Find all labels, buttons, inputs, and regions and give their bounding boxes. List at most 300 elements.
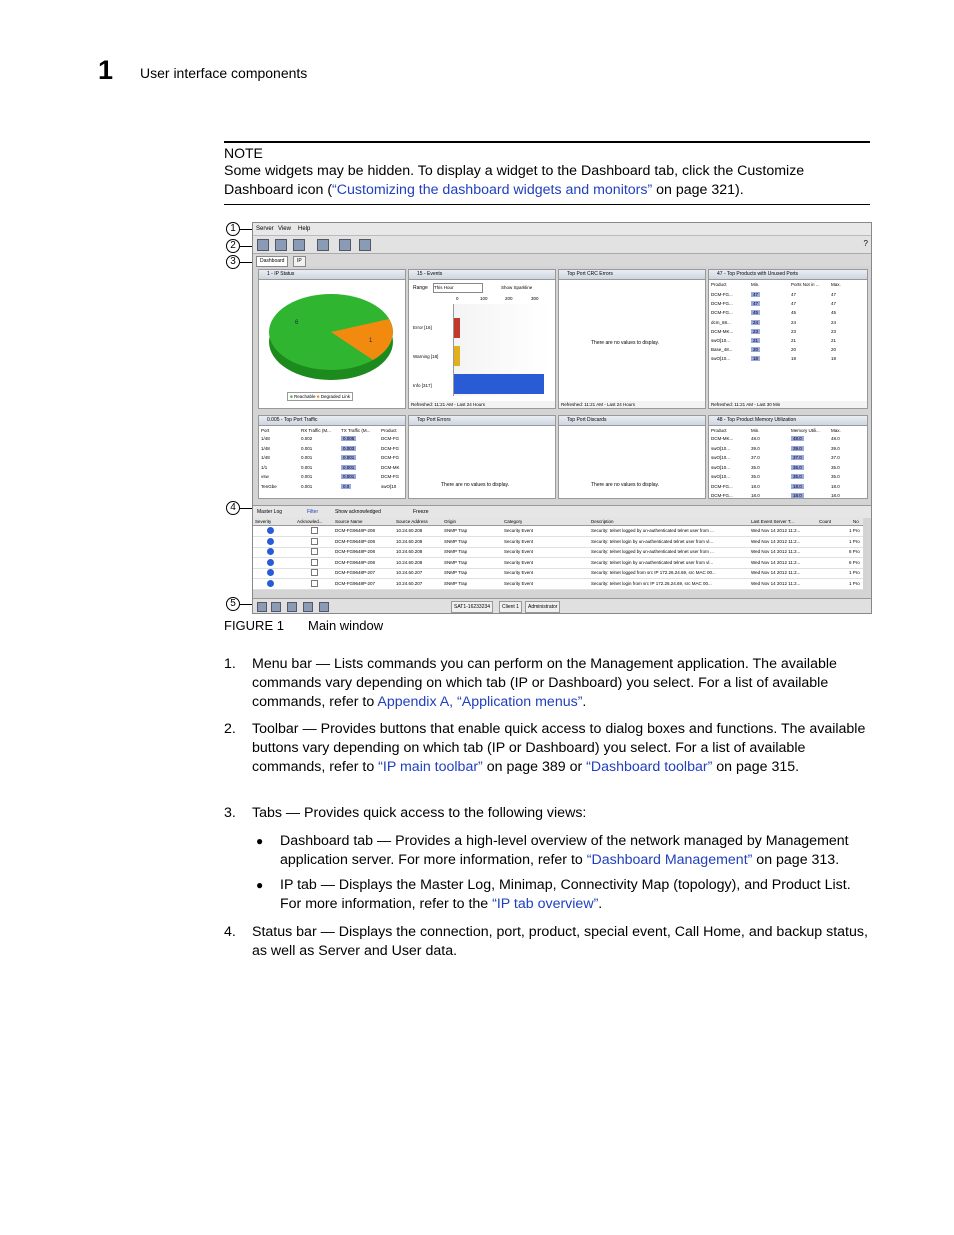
info-severity-icon	[267, 569, 274, 576]
table-cell: Wed Nov 14 2012 11:2...	[751, 538, 801, 544]
table-cell: 24	[791, 319, 797, 325]
col-header: Source Address	[396, 519, 428, 524]
col-header: Description	[591, 519, 614, 524]
table-row[interactable]	[253, 547, 863, 558]
table-cell: DCM-FG9648P-207	[335, 570, 376, 575]
table-cell: 35.0	[831, 474, 840, 479]
col-header: Product	[711, 428, 727, 433]
table-row[interactable]	[253, 579, 863, 590]
table-row[interactable]	[711, 329, 861, 338]
bar-warning	[454, 346, 460, 366]
table-cell: 35.0	[793, 464, 802, 470]
table-cell: 0.001	[301, 483, 313, 489]
legend-swatch-degraded: ■	[316, 394, 320, 399]
col-header: TX Traffic (M...	[341, 428, 371, 433]
note-body	[224, 162, 864, 200]
table-row[interactable]	[711, 493, 861, 503]
table-cell: swO[10...	[711, 464, 731, 470]
connection-icon	[257, 602, 267, 612]
col-header: No	[853, 519, 859, 524]
table-cell: Security Event	[504, 528, 534, 533]
table-cell: 48.0	[831, 436, 840, 441]
table-row[interactable]	[711, 301, 861, 310]
table-cell: Security: telnet logged by un-authenticated telnet user from ...	[591, 528, 714, 533]
bar-error	[454, 318, 460, 338]
table-row[interactable]	[711, 338, 861, 347]
table-cell: 0.002	[301, 436, 313, 441]
range-label: Range	[413, 285, 428, 291]
list-item-status-bar	[224, 923, 870, 963]
table-cell: 24	[753, 319, 759, 325]
table-row[interactable]	[711, 455, 861, 465]
table-cell: 0.001	[343, 464, 355, 470]
table-cell: 1/48	[261, 436, 270, 441]
table-cell: SNMP Trap	[444, 528, 468, 533]
note-top-rule	[224, 141, 870, 143]
list-body: Provides buttons that enable quick access to dialog boxes and functions. The available buttons vary depending on which tab (IP or Dashboard) you select. For a list of available commands, refer to	[252, 721, 866, 775]
list-body: Provides a high-level overview of the network managed by Management application server. For more information, refer to	[280, 833, 849, 868]
list-body: Lists commands you can perform on the Management application. The available commands vary depending on which tab (IP or Dashboard) you select. For a list of available commands, refer to	[252, 656, 837, 710]
list-term: Menu bar —	[252, 656, 331, 672]
filter-link[interactable]: Filter	[307, 509, 319, 515]
col-header: Product	[381, 428, 397, 433]
callout-3: 3	[226, 255, 240, 269]
link-application-menus[interactable]: Appendix A, “Application menus”	[377, 694, 583, 710]
table-cell: TenGbe	[261, 483, 277, 489]
table-row[interactable]	[261, 446, 411, 456]
table-row[interactable]	[711, 474, 861, 484]
table-cell: 45	[831, 310, 837, 316]
widget-port-discards	[558, 415, 706, 499]
widget-title: 0.005 - Top Port Traffic	[259, 416, 405, 426]
table-cell: 1 Pro	[849, 580, 860, 586]
table-cell: 47	[831, 292, 837, 297]
callout-1: 1	[226, 222, 240, 236]
acknowledge-checkbox[interactable]	[311, 548, 318, 555]
note-bold: Dashboard	[581, 163, 651, 179]
bar-label-info: Info [317]	[413, 383, 432, 388]
note-bottom-rule	[224, 204, 870, 205]
status-server: SAT1-16233234	[451, 601, 493, 613]
table-cell: DCM-FG9648P-208	[335, 528, 376, 533]
print-icon[interactable]	[317, 239, 329, 251]
table-cell: 1 Pro	[849, 538, 860, 544]
table-cell: DCM-FG9648P-208	[335, 549, 376, 554]
col-header: Max.	[831, 428, 841, 433]
col-header: Max.	[831, 282, 841, 287]
table-cell: DCM-MK...	[711, 436, 734, 441]
widget-footer: Refreshed: 11:21 AM - Last 30 Min	[709, 401, 867, 408]
master-log-label: Master Log	[257, 509, 283, 515]
table-cell: swO[10...	[711, 455, 731, 460]
range-select[interactable]: This Hour	[433, 283, 483, 293]
bullet: ●	[256, 834, 264, 848]
table-cell: 18	[791, 356, 797, 362]
list-number: 1.	[224, 656, 236, 672]
list-item-menu-bar	[224, 655, 870, 715]
callout-2: 2	[226, 239, 240, 253]
table-row[interactable]	[253, 558, 863, 569]
link-ip-main-toolbar[interactable]: “IP main toolbar”	[378, 759, 483, 775]
table-cell: 1/48	[261, 455, 270, 460]
table-cell: 35.0	[751, 464, 760, 470]
link-ip-tab-overview[interactable]: “IP tab overview”	[492, 896, 599, 912]
table-cell: 37.0	[793, 455, 802, 460]
list-body: on page 389 or	[482, 759, 587, 775]
list-body: Provides quick access to the following views:	[300, 805, 587, 821]
note-heading: NOTE	[224, 145, 263, 161]
export-icon[interactable]	[293, 239, 305, 251]
pie-legend	[287, 392, 353, 401]
legend-label: Degraded Link	[320, 394, 351, 399]
col-header: Min.	[751, 282, 760, 287]
figure-caption: Main window	[308, 618, 384, 633]
backup-icon	[319, 602, 329, 612]
menu-help[interactable]: Help	[298, 226, 311, 232]
table-row[interactable]	[711, 465, 861, 475]
note-text: on page 321).	[652, 182, 744, 198]
table-row[interactable]	[253, 526, 863, 537]
table-cell: 10.24.60.208	[396, 559, 423, 565]
menu-bar	[253, 223, 871, 236]
table-cell: Security Event	[504, 570, 534, 575]
customize-dashboard-icon[interactable]	[359, 239, 371, 251]
table-cell: 18.0	[793, 483, 802, 489]
bar-label-warning: Warning [18]	[413, 354, 439, 359]
table-cell: Security: telnet logged from src IP 172.26.24.69, src MAC 00...	[591, 570, 716, 575]
table-cell: 37.0	[831, 455, 840, 460]
col-header: Origin	[444, 519, 457, 524]
table-cell: swO[10...	[711, 445, 731, 451]
menu-view[interactable]: View	[278, 226, 291, 232]
widget-unused-ports	[708, 269, 868, 409]
empty-message: There are no values to display.	[591, 340, 660, 346]
table-cell: DCM-FG9648P-207	[335, 580, 376, 586]
widget-title: 48 - Top Product Memory Utilization	[709, 416, 867, 426]
table-cell: DCM-FG...	[711, 292, 733, 297]
list-body: .	[582, 694, 587, 710]
list-term: IP tab —	[280, 877, 335, 893]
acknowledge-checkbox[interactable]	[311, 559, 318, 566]
widget-port-traffic	[258, 415, 406, 499]
table-cell: 1/1	[261, 464, 268, 470]
table-row[interactable]	[711, 484, 861, 494]
list-body: on page 313.	[752, 852, 840, 868]
link-dashboard-management[interactable]: “Dashboard Management”	[586, 852, 753, 868]
list-number: 4.	[224, 924, 236, 940]
table-cell: DCM-FG9648P-208	[335, 538, 376, 544]
status-bar	[253, 598, 871, 614]
sublist-text	[280, 876, 872, 914]
col-header: Port	[261, 428, 270, 433]
table-cell: swO[10	[381, 483, 397, 489]
table-cell: Security: telnet logged by un-authenticated telnet user from ...	[591, 549, 714, 554]
table-cell: 18	[831, 356, 837, 362]
table-cell: SNMP Trap	[444, 559, 468, 565]
master-log-header	[253, 517, 863, 526]
tick-label: 100	[480, 296, 488, 301]
table-cell: 18	[753, 356, 759, 362]
table-cell: 18.0	[831, 493, 840, 498]
table-cell: 21	[753, 338, 759, 343]
table-cell: Security Event	[504, 559, 534, 565]
list-term: Tabs —	[252, 805, 301, 821]
pie-label-degraded: 1	[369, 338, 373, 344]
sublist-text	[280, 832, 872, 870]
table-cell: DCM-MK	[381, 464, 400, 470]
table-cell: DCM-FG	[381, 474, 399, 479]
empty-message: There are no values to display.	[591, 482, 660, 488]
tab-ip[interactable]: IP	[293, 256, 306, 267]
table-row[interactable]	[711, 310, 861, 319]
col-header: Product	[711, 282, 727, 287]
freeze-checkbox[interactable]: Freeze	[413, 509, 429, 515]
list-text	[252, 720, 870, 777]
widget-title: Top Port CRC Errors	[559, 270, 705, 280]
table-cell: 20	[831, 347, 837, 353]
note-link[interactable]: “Customizing the dashboard widgets and monitors”	[332, 182, 653, 198]
table-cell: DCM-FG...	[711, 301, 733, 307]
tick-label: 300	[531, 296, 539, 301]
master-log-table	[253, 517, 863, 589]
table-cell: Security Event	[504, 580, 534, 586]
list-text	[252, 804, 870, 823]
table-cell: 0.001	[343, 474, 355, 479]
table-cell: Wed Nov 14 2012 11:2...	[751, 580, 801, 586]
table-cell: 1/48	[261, 445, 270, 451]
table-cell: 47	[753, 301, 759, 307]
show-sparkline-checkbox[interactable]: Show Sparkline	[501, 285, 533, 290]
table-cell: DCM-FG...	[711, 310, 733, 316]
table-cell: Wed Nov 14 2012 11:2...	[751, 570, 801, 575]
table-cell: 47	[791, 292, 797, 297]
port-status-icon	[271, 602, 281, 612]
widget-title: Top Port Errors	[409, 416, 555, 426]
table-cell: 35.0	[831, 464, 840, 470]
table-cell: SNMP Trap	[444, 580, 468, 586]
list-number: 2.	[224, 721, 236, 737]
table-row[interactable]	[261, 484, 411, 494]
table-cell: 10.24.60.208	[396, 528, 423, 533]
table-cell: DCM-FG	[381, 455, 399, 460]
acknowledge-checkbox[interactable]	[311, 580, 318, 587]
table-cell: DCM-FG...	[711, 493, 733, 498]
table-cell: 0.001	[301, 464, 313, 470]
info-severity-icon	[267, 527, 274, 534]
widget-title: 1 - IP Status	[259, 270, 405, 280]
help-icon[interactable]: ?	[863, 239, 868, 248]
table-cell: DCM-FG9648P-208	[335, 559, 376, 565]
table-cell: 0.001	[343, 455, 355, 460]
list-body: Displays the Master Log, Minimap, Connectivity Map (topology), and Product List. For more information, refer to the	[280, 877, 851, 912]
product-status-icon	[287, 602, 297, 612]
table-cell: 6 Pro	[849, 549, 860, 554]
table-row[interactable]	[711, 347, 861, 356]
chapter-title: User interface components	[140, 65, 308, 81]
table-row[interactable]	[711, 446, 861, 456]
table-cell: 35.0	[793, 474, 802, 479]
list-term: Dashboard tab —	[280, 833, 392, 849]
list-term: Toolbar —	[252, 721, 317, 737]
widget-title: 15 - Events	[409, 270, 555, 280]
table-cell: 48.0	[751, 436, 760, 441]
list-term: Status bar —	[252, 924, 335, 940]
table-cell: swO[10...	[711, 474, 731, 479]
table-cell: 1 Pro	[849, 570, 860, 575]
table-cell: swO[10...	[711, 356, 731, 362]
sublist-item-dashboard-tab	[224, 832, 870, 872]
bar-info	[454, 374, 544, 394]
list-number: 3.	[224, 805, 236, 821]
col-header: Category	[504, 519, 523, 524]
table-row[interactable]	[711, 320, 861, 329]
tab-dashboard[interactable]: Dashboard	[256, 256, 288, 267]
table-cell: vsw	[261, 474, 269, 479]
legend-label: Reachable	[293, 394, 316, 399]
table-cell: 39.0	[793, 445, 802, 451]
list-text	[252, 655, 870, 712]
list-item-toolbar	[224, 720, 870, 780]
col-header: Acknowled...	[297, 519, 323, 524]
widget-crc-errors	[558, 269, 706, 409]
events-plot-area	[453, 304, 550, 396]
list-body: .	[598, 896, 603, 912]
acknowledge-checkbox[interactable]	[311, 569, 318, 576]
widget-title: Top Port Discards	[559, 416, 705, 426]
main-window-screenshot	[252, 222, 872, 614]
chapter-number: 1	[98, 55, 114, 85]
table-cell: 20	[753, 347, 759, 353]
menu-server[interactable]: Server	[256, 226, 274, 232]
table-cell: Security Event	[504, 538, 534, 544]
table-cell: SNMP Trap	[444, 549, 468, 554]
table-cell: 0.001	[301, 455, 313, 460]
tab-strip	[253, 254, 871, 266]
copy-icon[interactable]	[339, 239, 351, 251]
widget-title: 47 - Top Products with Unused Ports	[709, 270, 867, 280]
table-cell: 47	[791, 301, 797, 307]
table-cell: 35.0	[751, 474, 760, 479]
call-home-icon	[303, 602, 313, 612]
list-body: on page 315.	[712, 759, 800, 775]
table-cell: DCM-MK...	[711, 328, 734, 334]
info-severity-icon	[267, 548, 274, 555]
table-row[interactable]	[261, 474, 411, 484]
table-cell: 24	[831, 319, 837, 325]
acknowledge-checkbox[interactable]	[311, 538, 318, 545]
table-cell: 18.0	[751, 493, 760, 498]
col-header: Memory Utili...	[791, 428, 820, 433]
table-cell: swO[10...	[711, 338, 731, 343]
table-cell: 48.0	[793, 436, 802, 441]
tick-label: 0	[456, 296, 459, 301]
list-item-tabs	[224, 804, 870, 824]
table-cell: SNMP Trap	[444, 570, 468, 575]
col-header: Severity	[255, 519, 272, 524]
table-row[interactable]	[253, 568, 863, 579]
table-cell: 37.0	[751, 455, 760, 460]
table-cell: DCM-FG	[381, 436, 399, 441]
table-cell: 21	[831, 338, 837, 343]
col-header: RX Traffic (M...	[301, 428, 331, 433]
widget-footer: Refreshed: 11:21 AM - Last 24 Hours	[409, 401, 555, 408]
table-cell: 23	[831, 328, 837, 334]
table-cell: Security: telnet login from src IP 172.26.24.69, src MAC 00...	[591, 580, 712, 586]
col-header: Source Name	[335, 519, 363, 524]
tick-label: 200	[505, 296, 513, 301]
table-row[interactable]	[711, 292, 861, 301]
note-text: Some widgets may be hidden. To display a widget to the	[224, 163, 581, 179]
discover-icon[interactable]	[257, 239, 269, 251]
table-cell: SNMP Trap	[444, 538, 468, 544]
table-cell: 45	[791, 310, 797, 316]
table-cell: dcm_68...	[711, 319, 731, 325]
col-header: Min.	[751, 428, 760, 433]
table-cell: Security: telnet login by un-authenticated telnet user from vl...	[591, 559, 714, 565]
table-cell: Wed Nov 14 2012 11:2...	[751, 528, 801, 533]
table-cell: 18.0	[751, 483, 760, 489]
widget-footer: Refreshed: 11:21 AM - Last 24 Hours	[559, 401, 705, 408]
table-cell: 0.001	[301, 474, 313, 479]
col-header: Count	[819, 519, 832, 524]
table-cell: 47	[753, 292, 759, 297]
bar-label-error: Error [16]	[413, 325, 432, 330]
table-cell: 10.24.60.207	[396, 570, 423, 575]
table-cell: 1 Pro	[849, 528, 860, 533]
toolbar	[253, 236, 871, 254]
info-severity-icon	[267, 538, 274, 545]
status-client: Client 1	[499, 601, 522, 613]
users-icon[interactable]	[275, 239, 287, 251]
table-cell: 20	[791, 347, 797, 353]
table-row[interactable]	[261, 455, 411, 465]
table-row[interactable]	[711, 356, 861, 365]
widget-memory-utilization	[708, 415, 868, 499]
table-row[interactable]	[261, 436, 411, 446]
table-cell: 39.0	[831, 445, 840, 451]
col-header: Last Event Server T...	[751, 519, 794, 524]
acknowledge-checkbox[interactable]	[311, 527, 318, 534]
show-acknowledged-checkbox[interactable]: Show acknowledged	[335, 509, 381, 515]
table-cell: 6 Pro	[849, 559, 860, 565]
table-cell: 0.001	[301, 445, 313, 451]
table-cell: Security: telnet login by un-authenticated telnet user from vl...	[591, 538, 714, 544]
link-dashboard-toolbar[interactable]: “Dashboard toolbar”	[586, 759, 713, 775]
legend-swatch-reachable: ■	[290, 394, 293, 399]
table-cell: 10.24.60.207	[396, 580, 423, 586]
table-cell: 39.0	[751, 445, 760, 451]
table-cell: 21	[791, 338, 797, 343]
widget-events	[408, 269, 556, 409]
pie-label-reachable: 6	[295, 320, 299, 326]
empty-message: There are no values to display.	[441, 482, 510, 488]
list-text	[252, 923, 870, 961]
table-cell: Security Event	[504, 549, 534, 554]
table-cell: DCM-FG...	[711, 483, 733, 489]
table-cell: 23	[753, 328, 759, 334]
bullet: ●	[256, 878, 264, 892]
info-severity-icon	[267, 580, 274, 587]
table-cell: 23	[791, 328, 797, 334]
table-row[interactable]	[253, 537, 863, 548]
note-text: tab, click the Customize Dashboard icon (	[224, 163, 805, 198]
table-row[interactable]	[711, 436, 861, 446]
callout-4: 4	[226, 501, 240, 515]
table-row[interactable]	[261, 465, 411, 475]
callout-5: 5	[226, 597, 240, 611]
table-cell: 0.005	[343, 436, 355, 441]
status-user: Administrator	[525, 601, 560, 613]
